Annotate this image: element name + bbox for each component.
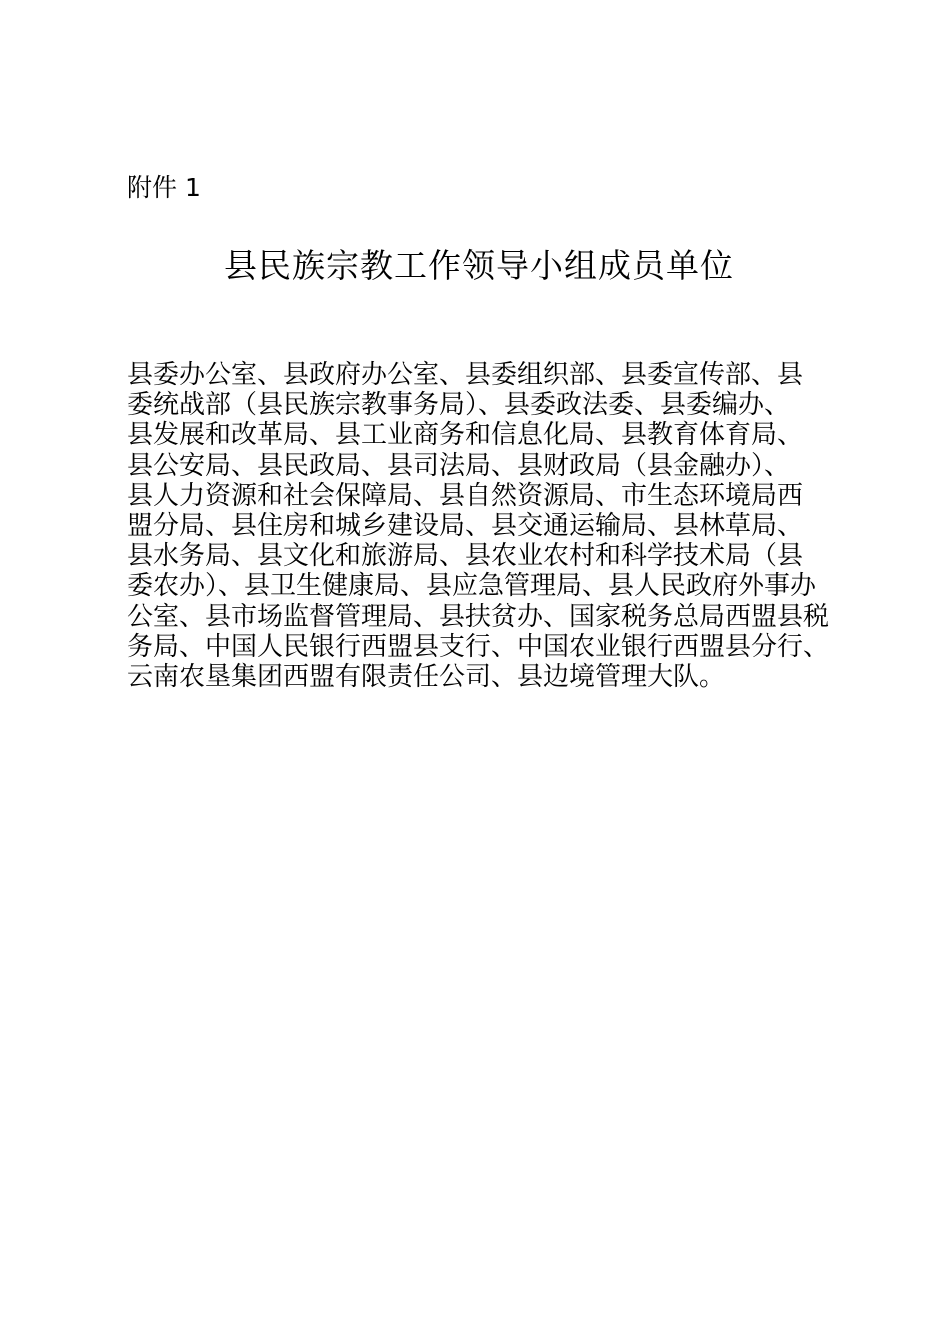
member-list-line: 县水务局、县文化和旅游局、县农业农村和科学技术局（县 xyxy=(127,541,804,572)
member-list-line: 云南农垦集团西盟有限责任公司、县边境管理大队。 xyxy=(127,662,726,693)
member-list-line: 务局、中国人民银行西盟县支行、中国农业银行西盟县分行、 xyxy=(127,631,830,662)
member-list-line: 县人力资源和社会保障局、县自然资源局、市生态环境局西 xyxy=(127,480,804,511)
document-title: 县民族宗教工作领导小组成员单位 xyxy=(224,246,734,285)
member-list-line: 县公安局、县民政局、县司法局、县财政局（县金融办）、 xyxy=(127,450,791,481)
member-list-line: 县发展和改革局、县工业商务和信息化局、县教育体育局、 xyxy=(127,420,804,451)
member-list-line: 盟分局、县住房和城乡建设局、县交通运输局、县林草局、 xyxy=(127,511,804,542)
member-unit-list xyxy=(127,360,847,692)
attachment-label: 附件 1 xyxy=(127,173,201,202)
member-list-line: 委统战部（县民族宗教事务局）、县委政法委、县委编办、 xyxy=(127,390,791,421)
member-list-line: 委农办）、县卫生健康局、县应急管理局、县人民政府外事办 xyxy=(127,571,817,602)
member-list-line: 公室、县市场监督管理局、县扶贫办、国家税务总局西盟县税 xyxy=(127,601,830,632)
member-list-line: 县委办公室、县政府办公室、县委组织部、县委宣传部、县 xyxy=(127,360,804,390)
